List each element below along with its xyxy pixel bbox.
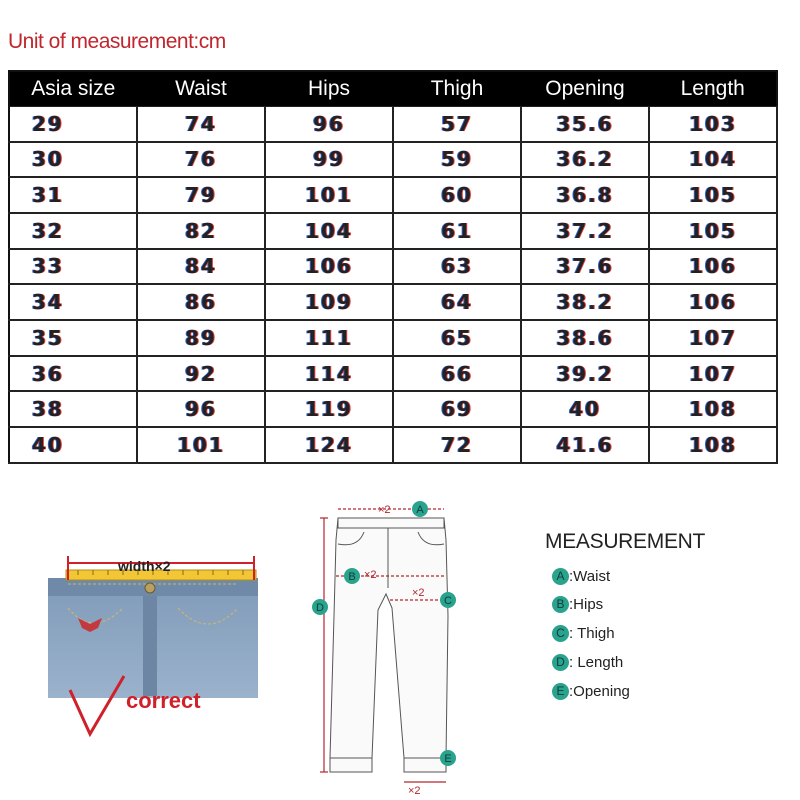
x2-hips-label: ×2 [364,569,377,581]
cell-hips: 111 [265,320,393,356]
badge-e: E [552,683,569,700]
marker-b: B [348,571,356,583]
size-chart-table [8,70,778,464]
table-row [9,320,777,356]
cell-opening: 35.6 [521,107,649,142]
table-row [9,142,777,178]
cell-hips: 124 [265,427,393,463]
legend-item-length [552,652,623,672]
cell-opening: 38.2 [521,284,649,320]
cell-length: 105 [649,213,777,249]
cell-waist: 101 [137,427,265,463]
table-row [9,107,777,142]
check-mark-icon [66,672,126,742]
cell-size: 33 [9,249,137,285]
legend-item-opening [552,681,630,701]
marker-e: E [444,753,452,765]
cell-thigh: 64 [393,284,521,320]
correct-label: correct [126,688,201,713]
legend-item-thigh [552,623,615,643]
header-hips: Hips [265,71,393,107]
cell-length: 104 [649,142,777,178]
cell-opening: 39.2 [521,356,649,392]
cell-length: 106 [649,249,777,285]
legend-label-waist: :Waist [569,567,611,585]
header-thigh: Thigh [393,71,521,107]
cell-size: 30 [9,142,137,178]
x2-opening-label: ×2 [408,785,421,796]
cell-opening: 36.2 [521,142,649,178]
header-length: Length [649,71,777,107]
table-row [9,249,777,285]
cell-opening: 36.8 [521,177,649,213]
cell-thigh: 57 [393,107,521,142]
cell-thigh: 65 [393,320,521,356]
cell-size: 36 [9,356,137,392]
table-header-row [9,71,777,107]
table-row [9,427,777,463]
cell-thigh: 61 [393,213,521,249]
cell-thigh: 63 [393,249,521,285]
cell-size: 32 [9,213,137,249]
cell-size: 38 [9,391,137,427]
cell-hips: 99 [265,142,393,178]
cell-waist: 84 [137,249,265,285]
table-row [9,356,777,392]
cell-size: 40 [9,427,137,463]
measurement-heading: MEASUREMENT [545,530,706,553]
header-waist: Waist [137,71,265,107]
cell-waist: 96 [137,391,265,427]
cell-length: 105 [649,177,777,213]
cell-size: 31 [9,177,137,213]
x2-thigh-label: ×2 [412,587,425,599]
cell-hips: 104 [265,213,393,249]
legend-item-waist [552,566,610,586]
cell-length: 106 [649,284,777,320]
cell-hips: 114 [265,356,393,392]
legend-item-hips [552,594,603,614]
cell-hips: 106 [265,249,393,285]
width-label: width×2 [118,558,171,574]
unit-title: Unit of measurement:cm [8,30,226,53]
cell-thigh: 66 [393,356,521,392]
cell-size: 29 [9,107,137,142]
cell-waist: 89 [137,320,265,356]
cell-opening: 40 [521,391,649,427]
header-opening: Opening [521,71,649,107]
cell-waist: 76 [137,142,265,178]
legend-label-length: : Length [569,653,624,671]
cell-hips: 109 [265,284,393,320]
cell-length: 107 [649,356,777,392]
legend-label-opening: :Opening [569,682,630,700]
cell-hips: 96 [265,107,393,142]
cell-hips: 101 [265,177,393,213]
header-asia-size: Asia size [9,71,137,107]
cell-size: 34 [9,284,137,320]
table-row [9,177,777,213]
cell-length: 108 [649,391,777,427]
cell-opening: 37.2 [521,213,649,249]
cell-length: 107 [649,320,777,356]
badge-a: A [552,568,569,585]
pants-diagram [300,496,470,796]
legend-label-hips: :Hips [569,595,604,613]
table-row [9,391,777,427]
cell-thigh: 60 [393,177,521,213]
marker-a: A [416,504,424,516]
cell-waist: 79 [137,177,265,213]
cell-opening: 38.6 [521,320,649,356]
cell-waist: 82 [137,213,265,249]
cell-length: 108 [649,427,777,463]
badge-b: B [552,596,569,613]
marker-d: D [316,602,324,614]
cell-length: 103 [649,107,777,142]
cell-waist: 92 [137,356,265,392]
marker-c: C [444,595,452,607]
x2-waist-label: ×2 [378,504,391,516]
cell-opening: 41.6 [521,427,649,463]
cell-thigh: 69 [393,391,521,427]
cell-hips: 119 [265,391,393,427]
cell-waist: 74 [137,107,265,142]
cell-thigh: 59 [393,142,521,178]
cell-opening: 37.6 [521,249,649,285]
table-row [9,284,777,320]
table-row [9,213,777,249]
cell-size: 35 [9,320,137,356]
cell-thigh: 72 [393,427,521,463]
legend-label-thigh: : Thigh [569,624,615,642]
badge-c: C [552,625,569,642]
badge-d: D [552,654,569,671]
cell-waist: 86 [137,284,265,320]
